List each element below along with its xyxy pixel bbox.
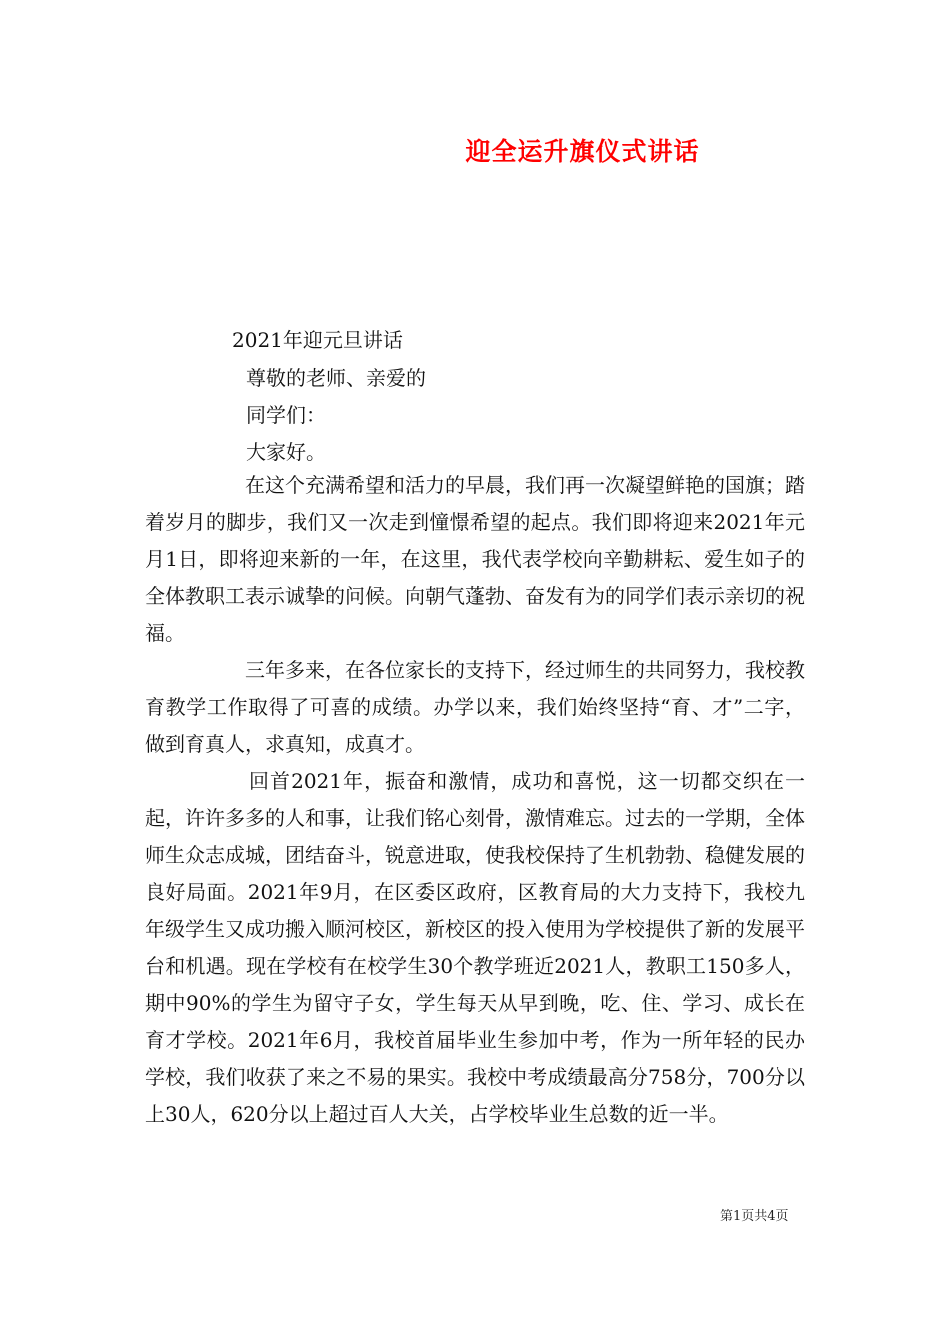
body-paragraph-1: 在这个充满希望和活力的早晨，我们再一次凝望鲜艳的国旗；踏着岁月的脚步，我们又一次走到憧憬希望的起点。我们即将迎来2021年元月1日，即将迎来新的一年，在这里，我代表学校向辛勤耕耘、爱生如子的全体教职工表示诚挚的问候。向朝气蓬勃、奋发有为的同学们表示亲切的祝福。 (145, 473, 805, 645)
speech-subtitle: 2021年迎元旦讲话 (232, 328, 403, 352)
document-title: 迎全运升旗仪式讲话 (465, 137, 700, 166)
greeting-line-3: 大家好。 (246, 440, 326, 464)
body-paragraph-3: 回首2021年，振奋和激情，成功和喜悦，这一切都交织在一起，许许多多的人和事，让我们铭心刻骨，激情难忘。过去的一学期，全体师生众志成城，团结奋斗，锐意进取，使我校保持了生机勃勃、稳健发展的良好局面。2021年9月，在区委区政府，区教育局的大力支持下，我校九年级学生又成功搬入顺河校区，新校区的投入使用为学校提供了新的发展平台和机遇。现在学校有在校学生30个教学班近2021人，教职工150多人，期中90%的学生为留守子女，学生每天从早到晚，吃、住、学习、成长在育才学校。2021年6月，我校首届毕业生参加中考，作为一所年轻的民办学校，我们收获了来之不易的果实。我校中考成绩最高分758分，700分以上30人，620分以上超过百人大关，占学校毕业生总数的近一半。 (145, 769, 805, 1126)
greeting-line-1: 尊敬的老师、亲爱的 (246, 366, 426, 390)
body-paragraph-2: 三年多来，在各位家长的支持下，经过师生的共同努力，我校教育教学工作取得了可喜的成绩。办学以来，我们始终坚持“育、才”二字，做到育真人，求真知，成真才。 (145, 658, 805, 756)
page-number-footer: 第1页共4页 (720, 1209, 789, 1224)
greeting-line-2: 同学们： (246, 403, 326, 427)
